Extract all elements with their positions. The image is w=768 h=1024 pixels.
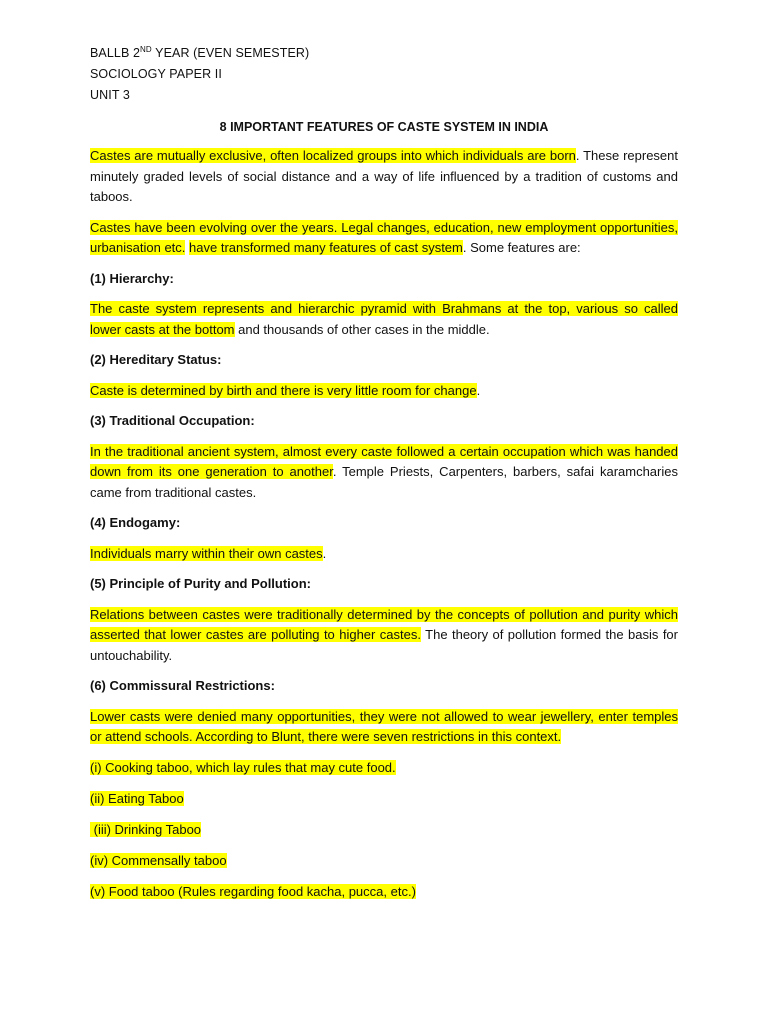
intro-paragraph-2 xyxy=(90,218,678,259)
highlighted-text: Castes have been evolving over the years. Legal changes, education, new employment opportunities, urbanisation etc. xyxy=(90,219,678,255)
section-heading-purity: (5) Principle of Purity and Pollution: xyxy=(90,576,312,591)
document-title: 8 IMPORTANT FEATURES OF CASTE SYSTEM IN INDIA xyxy=(219,120,549,134)
restriction-item xyxy=(90,882,678,903)
highlighted-text: Lower casts were denied many opportunities, they were not allowed to wear jewellery, enter temples or attend schools. According to Blunt, there were seven restrictions in this context. xyxy=(90,708,678,744)
course-superscript: ND xyxy=(140,45,152,54)
section-paragraph-hereditary xyxy=(90,381,678,402)
plain-text: and thousands of other cases in the middle. xyxy=(234,321,490,337)
highlighted-text: Castes are mutually exclusive, often localized groups into which individuals are born xyxy=(90,148,576,163)
highlighted-text: (iii) Drinking Taboo xyxy=(90,821,202,837)
highlighted-text: (iv) Commensally taboo xyxy=(90,852,227,868)
highlighted-text: Relations between castes were traditionally determined by the concepts of pollution and purity which asserted that lower castes are polluting to higher castes. xyxy=(90,606,678,642)
course-suffix: YEAR (EVEN SEMESTER) xyxy=(151,46,310,60)
unit-line: UNIT 3 xyxy=(90,88,130,102)
highlighted-text: Individuals marry within their own castes xyxy=(90,545,323,561)
restriction-item xyxy=(90,851,678,872)
paper-line: SOCIOLOGY PAPER II xyxy=(90,67,222,81)
highlighted-text: The caste system represents and hierarchic pyramid with Brahmans at the top, various so called lower casts at the bottom xyxy=(90,301,678,337)
restriction-item xyxy=(90,789,678,810)
section-heading-restrictions: (6) Commissural Restrictions: xyxy=(90,678,275,693)
highlighted-text: (i) Cooking taboo, which lay rules that may cute food. xyxy=(90,759,396,775)
plain-text: . xyxy=(476,382,481,398)
plain-text: . Some features are: xyxy=(462,240,581,255)
course-line xyxy=(90,43,678,64)
section-heading-occupation: (3) Traditional Occupation: xyxy=(90,413,255,428)
course-prefix: BALLB 2 xyxy=(90,46,141,60)
intro-paragraph-1 xyxy=(90,146,678,208)
section-paragraph-hierarchy xyxy=(90,299,678,340)
section-paragraph-restrictions xyxy=(90,707,678,748)
plain-text: The theory of pollution formed the basis for untouchability. xyxy=(90,627,678,663)
plain-text: . Temple Priests, Carpenters, barbers, safai karamcharies came from traditional castes. xyxy=(90,464,678,500)
highlighted-text: have transformed many features of cast system xyxy=(189,240,463,255)
restriction-item xyxy=(90,820,678,841)
section-heading-endogamy: (4) Endogamy: xyxy=(90,515,181,530)
section-heading-hereditary: (2) Hereditary Status: xyxy=(90,352,222,367)
highlighted-text: (ii) Eating Taboo xyxy=(90,790,184,806)
highlighted-text: In the traditional ancient system, almost every caste followed a certain occupation which was handed down from its one generation to another xyxy=(90,443,678,479)
section-paragraph-purity xyxy=(90,605,678,667)
restriction-item xyxy=(90,758,678,779)
plain-text: . These represent minutely graded levels of social distance and a way of life influenced by a tradition of customs and taboos. xyxy=(90,148,679,204)
section-paragraph-endogamy xyxy=(90,544,678,565)
highlighted-text: Caste is determined by birth and there is very little room for change xyxy=(90,382,477,398)
section-paragraph-occupation xyxy=(90,442,678,504)
plain-text: . xyxy=(322,545,327,561)
section-heading-hierarchy: (1) Hierarchy: xyxy=(90,270,174,286)
highlighted-text: (v) Food taboo (Rules regarding food kacha, pucca, etc.) xyxy=(90,883,416,899)
